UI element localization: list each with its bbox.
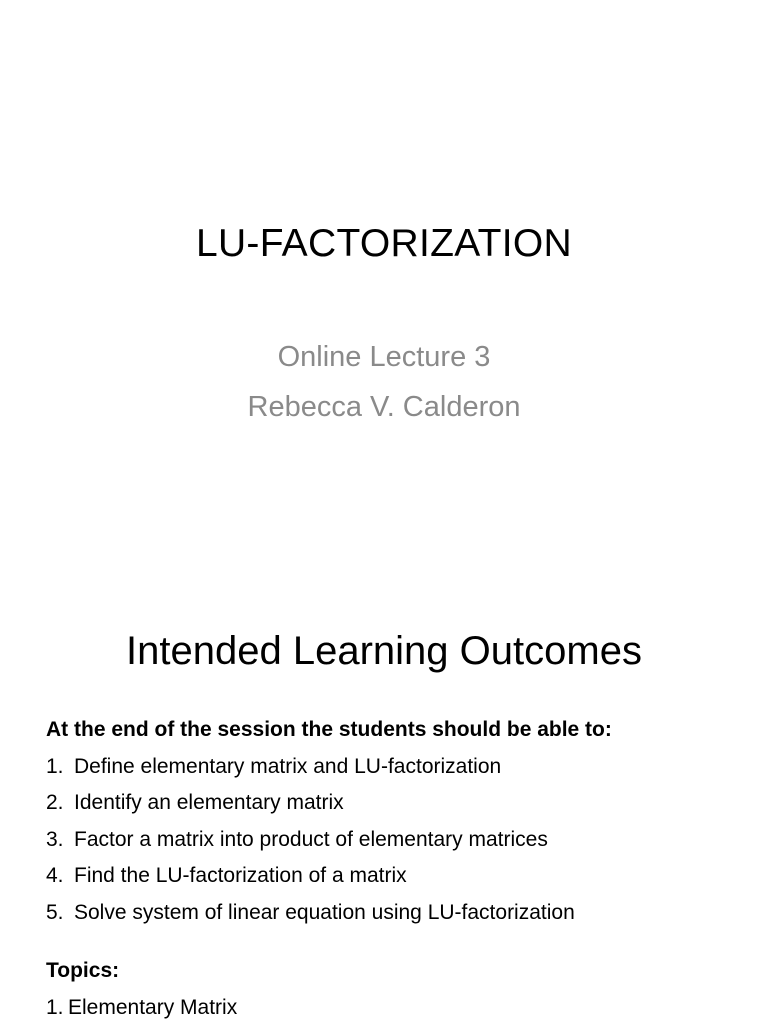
outcomes-slide	[0, 560, 768, 1024]
list-item-text: Find the LU-factorization of a matrix	[74, 858, 407, 895]
slide-subtitle	[0, 332, 768, 432]
outcomes-list	[46, 749, 746, 932]
author-name: Rebecca V. Calderon	[0, 382, 768, 432]
list-item	[46, 858, 746, 895]
topics-label: Topics:	[46, 953, 746, 990]
outcomes-title: Intended Learning Outcomes	[0, 622, 768, 680]
list-item	[46, 895, 746, 932]
list-item	[46, 749, 746, 786]
list-item	[46, 785, 746, 822]
outcomes-intro: At the end of the session the students should be able to:	[46, 712, 746, 749]
list-item-text: Solve system of linear equation using LU-factorization	[74, 895, 575, 932]
list-item-number: 5.	[46, 895, 74, 932]
list-item-text: Factor a matrix into product of elementary matrices	[74, 822, 548, 859]
list-item	[46, 990, 746, 1026]
list-item-text: Define elementary matrix and LU-factorization	[74, 749, 501, 786]
list-item-number: 1.	[46, 990, 68, 1026]
outcomes-content	[46, 712, 746, 1026]
list-item-text: Elementary Matrix	[68, 990, 237, 1026]
list-item-number: 1.	[46, 749, 74, 786]
list-item-number: 2.	[46, 785, 74, 822]
list-item-text: Identify an elementary matrix	[74, 785, 344, 822]
list-item	[46, 822, 746, 859]
slide-title: LU-FACTORIZATION	[0, 218, 768, 270]
list-item-number: 4.	[46, 858, 74, 895]
lecture-number: Online Lecture 3	[0, 332, 768, 382]
topics-list	[46, 990, 746, 1026]
list-item-number: 3.	[46, 822, 74, 859]
